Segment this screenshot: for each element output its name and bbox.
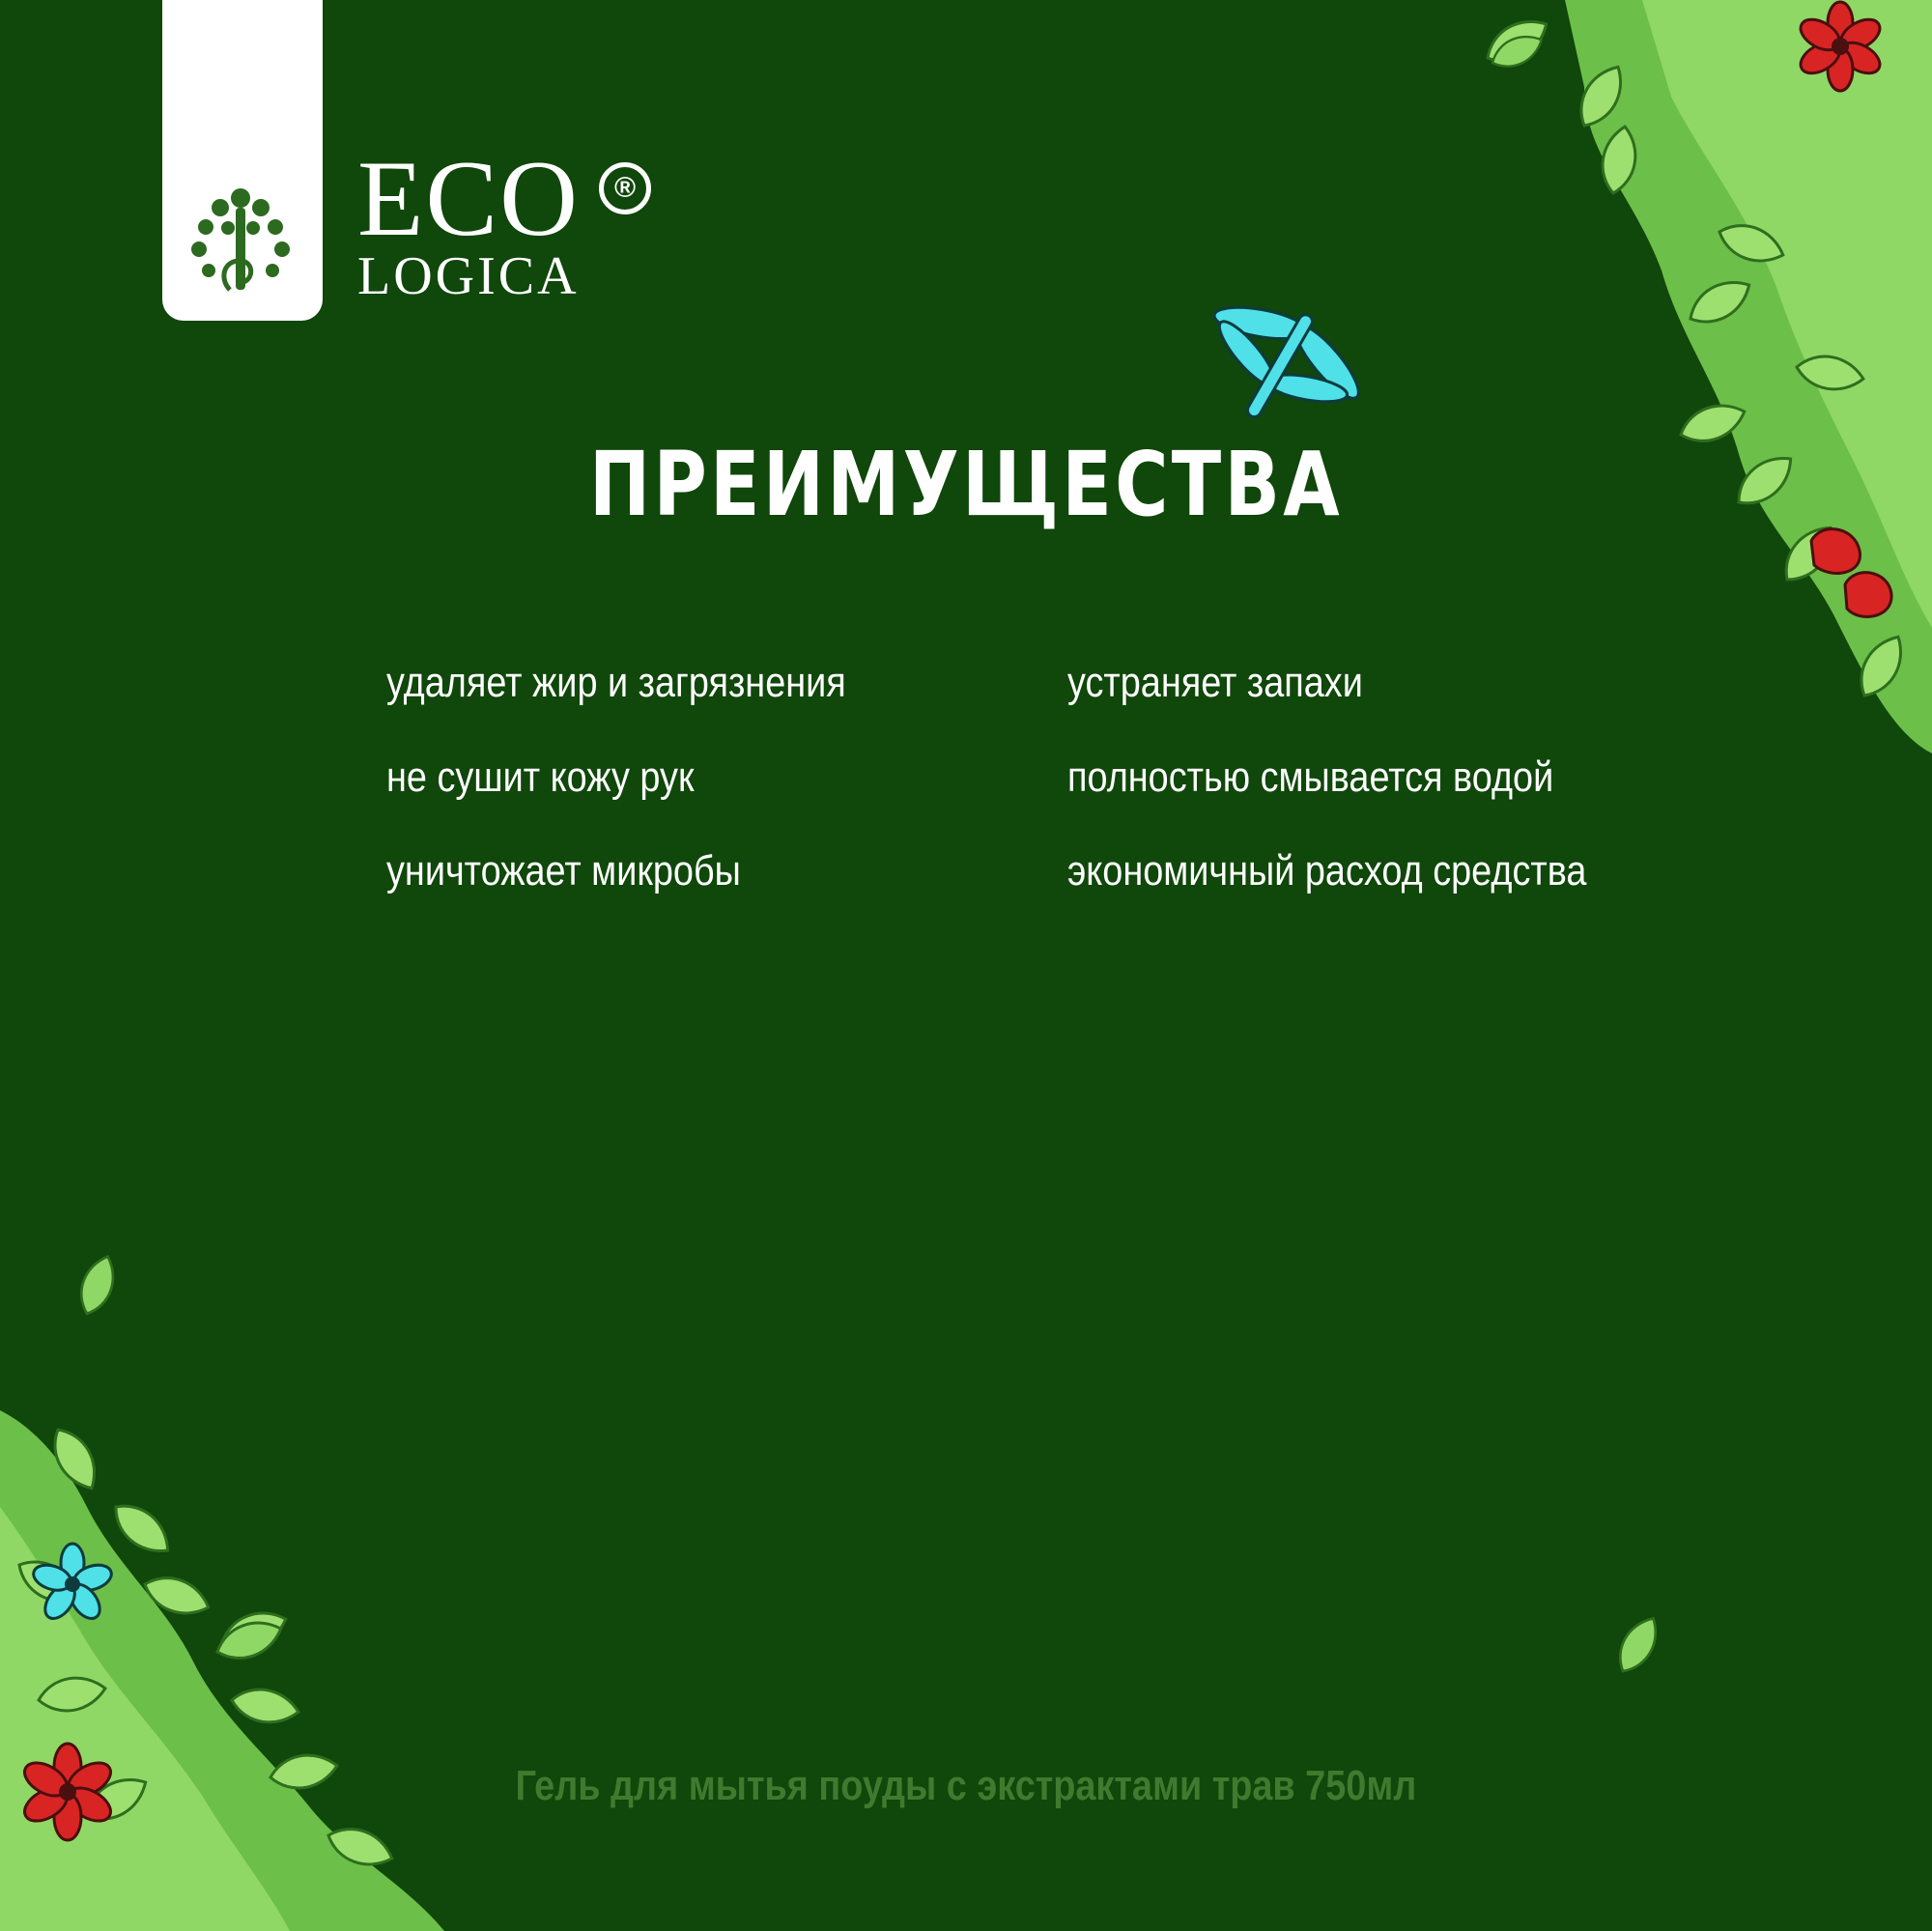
brand-line-1: ECO — [357, 139, 580, 259]
top-right-bush — [1480, 0, 1932, 753]
page-title: ПРЕИМУЩЕСТВА — [589, 433, 1343, 536]
brand-line-2: LOGICA — [357, 246, 580, 306]
registered-mark: ® — [599, 162, 651, 214]
benefit-right-2: полностью смывается водой — [1067, 753, 1554, 801]
brand-wordmark — [357, 139, 580, 306]
benefit-right-3: экономичный расход средства — [1067, 847, 1587, 895]
dragonfly-icon — [1176, 272, 1384, 460]
benefit-left-2: не сушит кожу рук — [386, 753, 695, 801]
bottom-left-bush — [0, 1410, 444, 1931]
benefit-left-1: удаляет жир и загрязнения — [386, 659, 846, 706]
product-caption: Гель для мытья поуды с экстрактами трав 750мл — [515, 1762, 1417, 1809]
benefit-right-1: устраняет запахи — [1067, 659, 1363, 706]
benefit-left-3: уничтожает микробы — [386, 847, 741, 895]
logo-badge — [162, 0, 323, 321]
tree-logo-icon — [162, 0, 323, 321]
